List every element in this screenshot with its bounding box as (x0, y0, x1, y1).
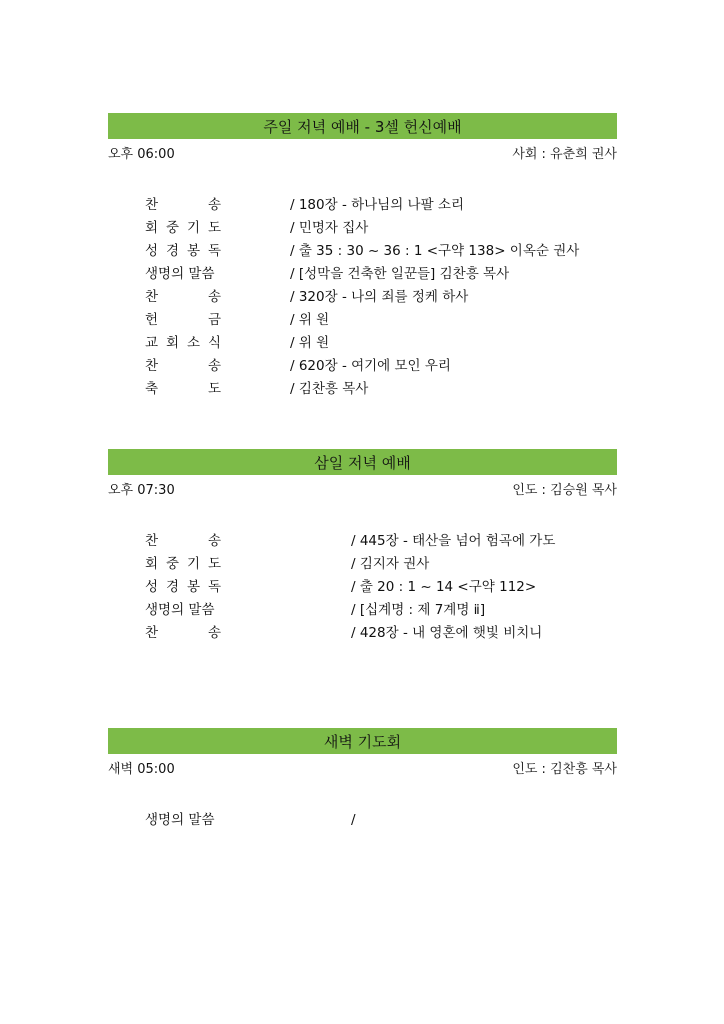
section-meta (108, 761, 617, 779)
order-row (108, 622, 617, 645)
order-label-part: 중 (165, 556, 180, 572)
order-row (108, 809, 617, 832)
order-value: / 민명자 집사 (290, 220, 369, 236)
order-label-part: 찬 (145, 289, 159, 305)
order-label (145, 194, 221, 217)
section-meta (108, 482, 617, 500)
order-value: / 출 35 : 30 ~ 36 : 1 <구약 138> 이옥순 권사 (290, 243, 580, 259)
order-row (108, 263, 617, 286)
order-value: / 428장 - 내 영혼에 햇빛 비치니 (351, 625, 543, 641)
order-label-part: 송 (207, 533, 221, 549)
order-label-part: 송 (207, 358, 221, 374)
order-row (108, 378, 617, 401)
order-value: / [성막을 건축한 일꾼들] 김찬흥 목사 (290, 266, 510, 282)
section-title-band (108, 449, 617, 475)
order-label (145, 286, 221, 309)
order-list (108, 194, 617, 401)
order-label-part: 찬 (145, 358, 159, 374)
order-value: / 김지자 권사 (351, 556, 430, 572)
order-label-part: 중 (165, 220, 180, 236)
order-label (145, 355, 221, 378)
order-row (108, 530, 617, 553)
order-label-part: 소 (186, 335, 201, 351)
order-label-part: 기 (186, 556, 201, 572)
order-label-part: 식 (207, 335, 221, 351)
order-value: / 445장 - 태산을 넘어 험곡에 가도 (351, 533, 556, 549)
order-label (145, 530, 221, 553)
order-label (145, 378, 221, 401)
service-time: 오후 07:30 (108, 483, 175, 498)
order-row (108, 355, 617, 378)
order-row (108, 553, 617, 576)
order-label-part: 찬 (145, 625, 159, 641)
order-value: / 출 20 : 1 ~ 14 <구약 112> (351, 579, 537, 595)
section-sunday-evening (108, 113, 617, 401)
order-label-part: 도 (207, 381, 221, 397)
order-label (145, 217, 221, 240)
section-title: 새벽 기도회 (323, 732, 402, 751)
order-label-part: 송 (207, 197, 221, 213)
order-value: / 620장 - 여기에 모인 우리 (290, 358, 451, 374)
service-time: 새벽 05:00 (108, 762, 175, 777)
section-title-band (108, 728, 617, 754)
order-label-part: 헌 (145, 312, 159, 328)
service-leader: 인도 : 김승원 목사 (512, 483, 617, 498)
order-label-part: 봉 (186, 243, 201, 259)
order-label-part: 찬 (145, 197, 159, 213)
order-row (108, 286, 617, 309)
section-title: 주일 저녁 예배 - 3셀 헌신예배 (263, 117, 462, 136)
order-label-part: 축 (145, 381, 159, 397)
order-label-part: 봉 (186, 579, 201, 595)
order-label (145, 599, 221, 622)
section-dawn-prayer (108, 728, 617, 832)
order-label-part: 생명의 말씀 (145, 602, 215, 618)
order-label-part: 성 (145, 579, 159, 595)
order-row (108, 576, 617, 599)
order-label-part: 독 (207, 243, 221, 259)
order-label-part: 독 (207, 579, 221, 595)
order-label-part: 송 (207, 625, 221, 641)
order-value: / [십계명 : 제 7계명 ⅱ] (351, 602, 486, 618)
order-value: / 김찬흥 목사 (290, 381, 369, 397)
order-label-part: 송 (207, 289, 221, 305)
order-label-part: 경 (165, 243, 180, 259)
order-label-part: 경 (165, 579, 180, 595)
order-label-part: 회 (165, 335, 180, 351)
order-row (108, 599, 617, 622)
order-label (145, 240, 221, 263)
order-row (108, 309, 617, 332)
service-leader: 인도 : 김찬흥 목사 (512, 762, 617, 777)
service-leader: 사회 : 유춘희 권사 (512, 147, 617, 162)
order-value: / 180장 - 하나님의 나팔 소리 (290, 197, 465, 213)
order-label-part: 찬 (145, 533, 159, 549)
order-row (108, 194, 617, 217)
section-meta (108, 146, 617, 164)
order-row (108, 217, 617, 240)
order-label-part: 회 (145, 220, 159, 236)
order-value: / 320장 - 나의 죄를 정케 하사 (290, 289, 469, 305)
order-value: / 위 원 (290, 312, 330, 328)
order-label-part: 기 (186, 220, 201, 236)
service-time: 오후 06:00 (108, 147, 175, 162)
order-label-part: 회 (145, 556, 159, 572)
order-label-part: 도 (207, 556, 221, 572)
order-row (108, 240, 617, 263)
section-title-band (108, 113, 617, 139)
order-label-part: 생명의 말씀 (145, 812, 215, 828)
section-wednesday-evening (108, 449, 617, 645)
section-title: 삼일 저녁 예배 (314, 453, 411, 472)
order-label (145, 309, 221, 332)
order-label (145, 332, 221, 355)
order-value: / (351, 812, 356, 828)
order-list (108, 530, 617, 645)
order-label (145, 553, 221, 576)
order-label-part: 도 (207, 220, 221, 236)
order-label (145, 622, 221, 645)
order-label-part: 금 (207, 312, 221, 328)
order-label (145, 576, 221, 599)
order-value: / 위 원 (290, 335, 330, 351)
order-label-part: 생명의 말씀 (145, 266, 215, 282)
order-label-part: 성 (145, 243, 159, 259)
order-list (108, 809, 617, 832)
order-label (145, 809, 221, 832)
order-label (145, 263, 221, 286)
order-label-part: 교 (145, 335, 159, 351)
order-row (108, 332, 617, 355)
